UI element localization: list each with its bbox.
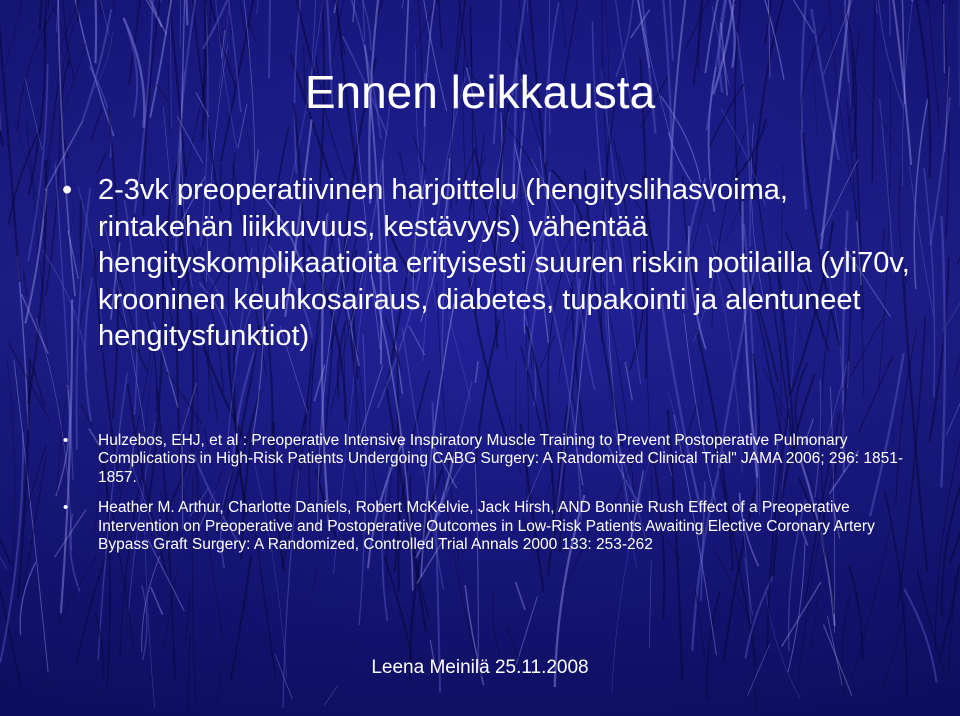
reed-stroke: [439, 0, 450, 49]
reed-stroke: [21, 294, 48, 354]
reed-stroke: [0, 453, 11, 564]
reed-stroke: [649, 560, 651, 649]
reed-stroke: [311, 571, 317, 594]
bullet-icon: •: [63, 432, 69, 449]
reed-stroke: [26, 445, 46, 512]
reed-stroke: [97, 151, 107, 173]
reference-text: Heather M. Arthur, Charlotte Daniels, Robert McKelvie, Jack Hirsh, AND Bonnie Rush Effect of a Preoperative Intervention on Preoperative and Postoperative Outcomes in Low-Risk Patients Awaiting Elective Coronary Artery Bypass Graft Surgery: A Randomized, Controlled Trial Annals 2000 133: 253-262: [98, 499, 875, 554]
reed-stroke: [948, 0, 960, 11]
reed-stroke: [20, 562, 35, 634]
reed-stroke: [415, 8, 433, 50]
bullet-icon: •: [62, 174, 73, 206]
footer-author-date: Leena Meinilä 25.11.2008: [371, 657, 589, 678]
reed-stroke: [167, 372, 202, 424]
reed-stroke: [909, 166, 933, 317]
reed-stroke: [47, 0, 50, 9]
reed-stroke: [317, 0, 318, 3]
reference-item: [62, 499, 922, 554]
reference-list: [62, 432, 922, 566]
reed-stroke: [942, 458, 960, 617]
reed-stroke: [128, 0, 167, 34]
reed-stroke: [521, 347, 543, 438]
main-bullet-list: [62, 172, 912, 355]
main-bullet-text: 2-3vk preoperatiivinen harjoittelu (hengityslihasvoima, rintakehän liikkuvuus, kestävyys) vähentää hengityskomplikaatioita erityisesti suuren riskin potilailla (yli70v, krooninen keuhkosairaus, diabetes, tupakointi ja alentuneet hengitysfunktiot): [98, 174, 910, 352]
reed-stroke: [734, 0, 769, 4]
reed-stroke: [516, 597, 537, 665]
reed-stroke: [782, 582, 822, 647]
reed-stroke: [695, 589, 705, 658]
reference-text: Hulzebos, EHJ, et al : Preoperative Intensive Inspiratory Muscle Training to Prevent Postoperative Pulmonary Complications in High-Risk Patients Undergoing CABG Surgery: A Randomized Clinical Trial" JAMA 2006; 296: 1851-1857.: [98, 432, 904, 486]
reed-stroke: [24, 271, 27, 296]
reed-stroke: [954, 325, 960, 379]
reed-stroke: [114, 0, 118, 15]
reed-stroke: [874, 0, 887, 14]
reed-stroke: [402, 0, 430, 8]
reed-stroke: [844, 0, 876, 1]
slide-title: Ennen leikkausta: [304, 66, 656, 118]
reed-stroke: [89, 0, 96, 63]
reed-stroke: [914, 99, 927, 289]
reed-stroke: [925, 0, 931, 6]
reed-stroke: [516, 582, 526, 610]
bullet-icon: •: [63, 499, 69, 517]
reed-stroke: [537, 0, 566, 49]
reed-stroke: [166, 0, 169, 1]
main-bullet-item: [62, 172, 912, 355]
reed-stroke: [161, 0, 206, 2]
reed-stroke: [324, 685, 338, 706]
reed-stroke: [608, 360, 618, 426]
reed-stroke: [151, 587, 163, 615]
reed-stroke: [0, 504, 7, 569]
reed-stroke: [204, 347, 247, 444]
reed-stroke: [924, 168, 935, 398]
reed-stroke: [7, 361, 15, 584]
reed-stroke: [946, 367, 960, 435]
reed-stroke: [249, 24, 257, 43]
reference-item: [62, 432, 922, 487]
reed-stroke: [895, 0, 912, 1]
reed-stroke: [84, 0, 102, 14]
reed-stroke: [849, 566, 862, 659]
reed-stroke: [334, 0, 367, 13]
reed-stroke: [475, 361, 478, 383]
